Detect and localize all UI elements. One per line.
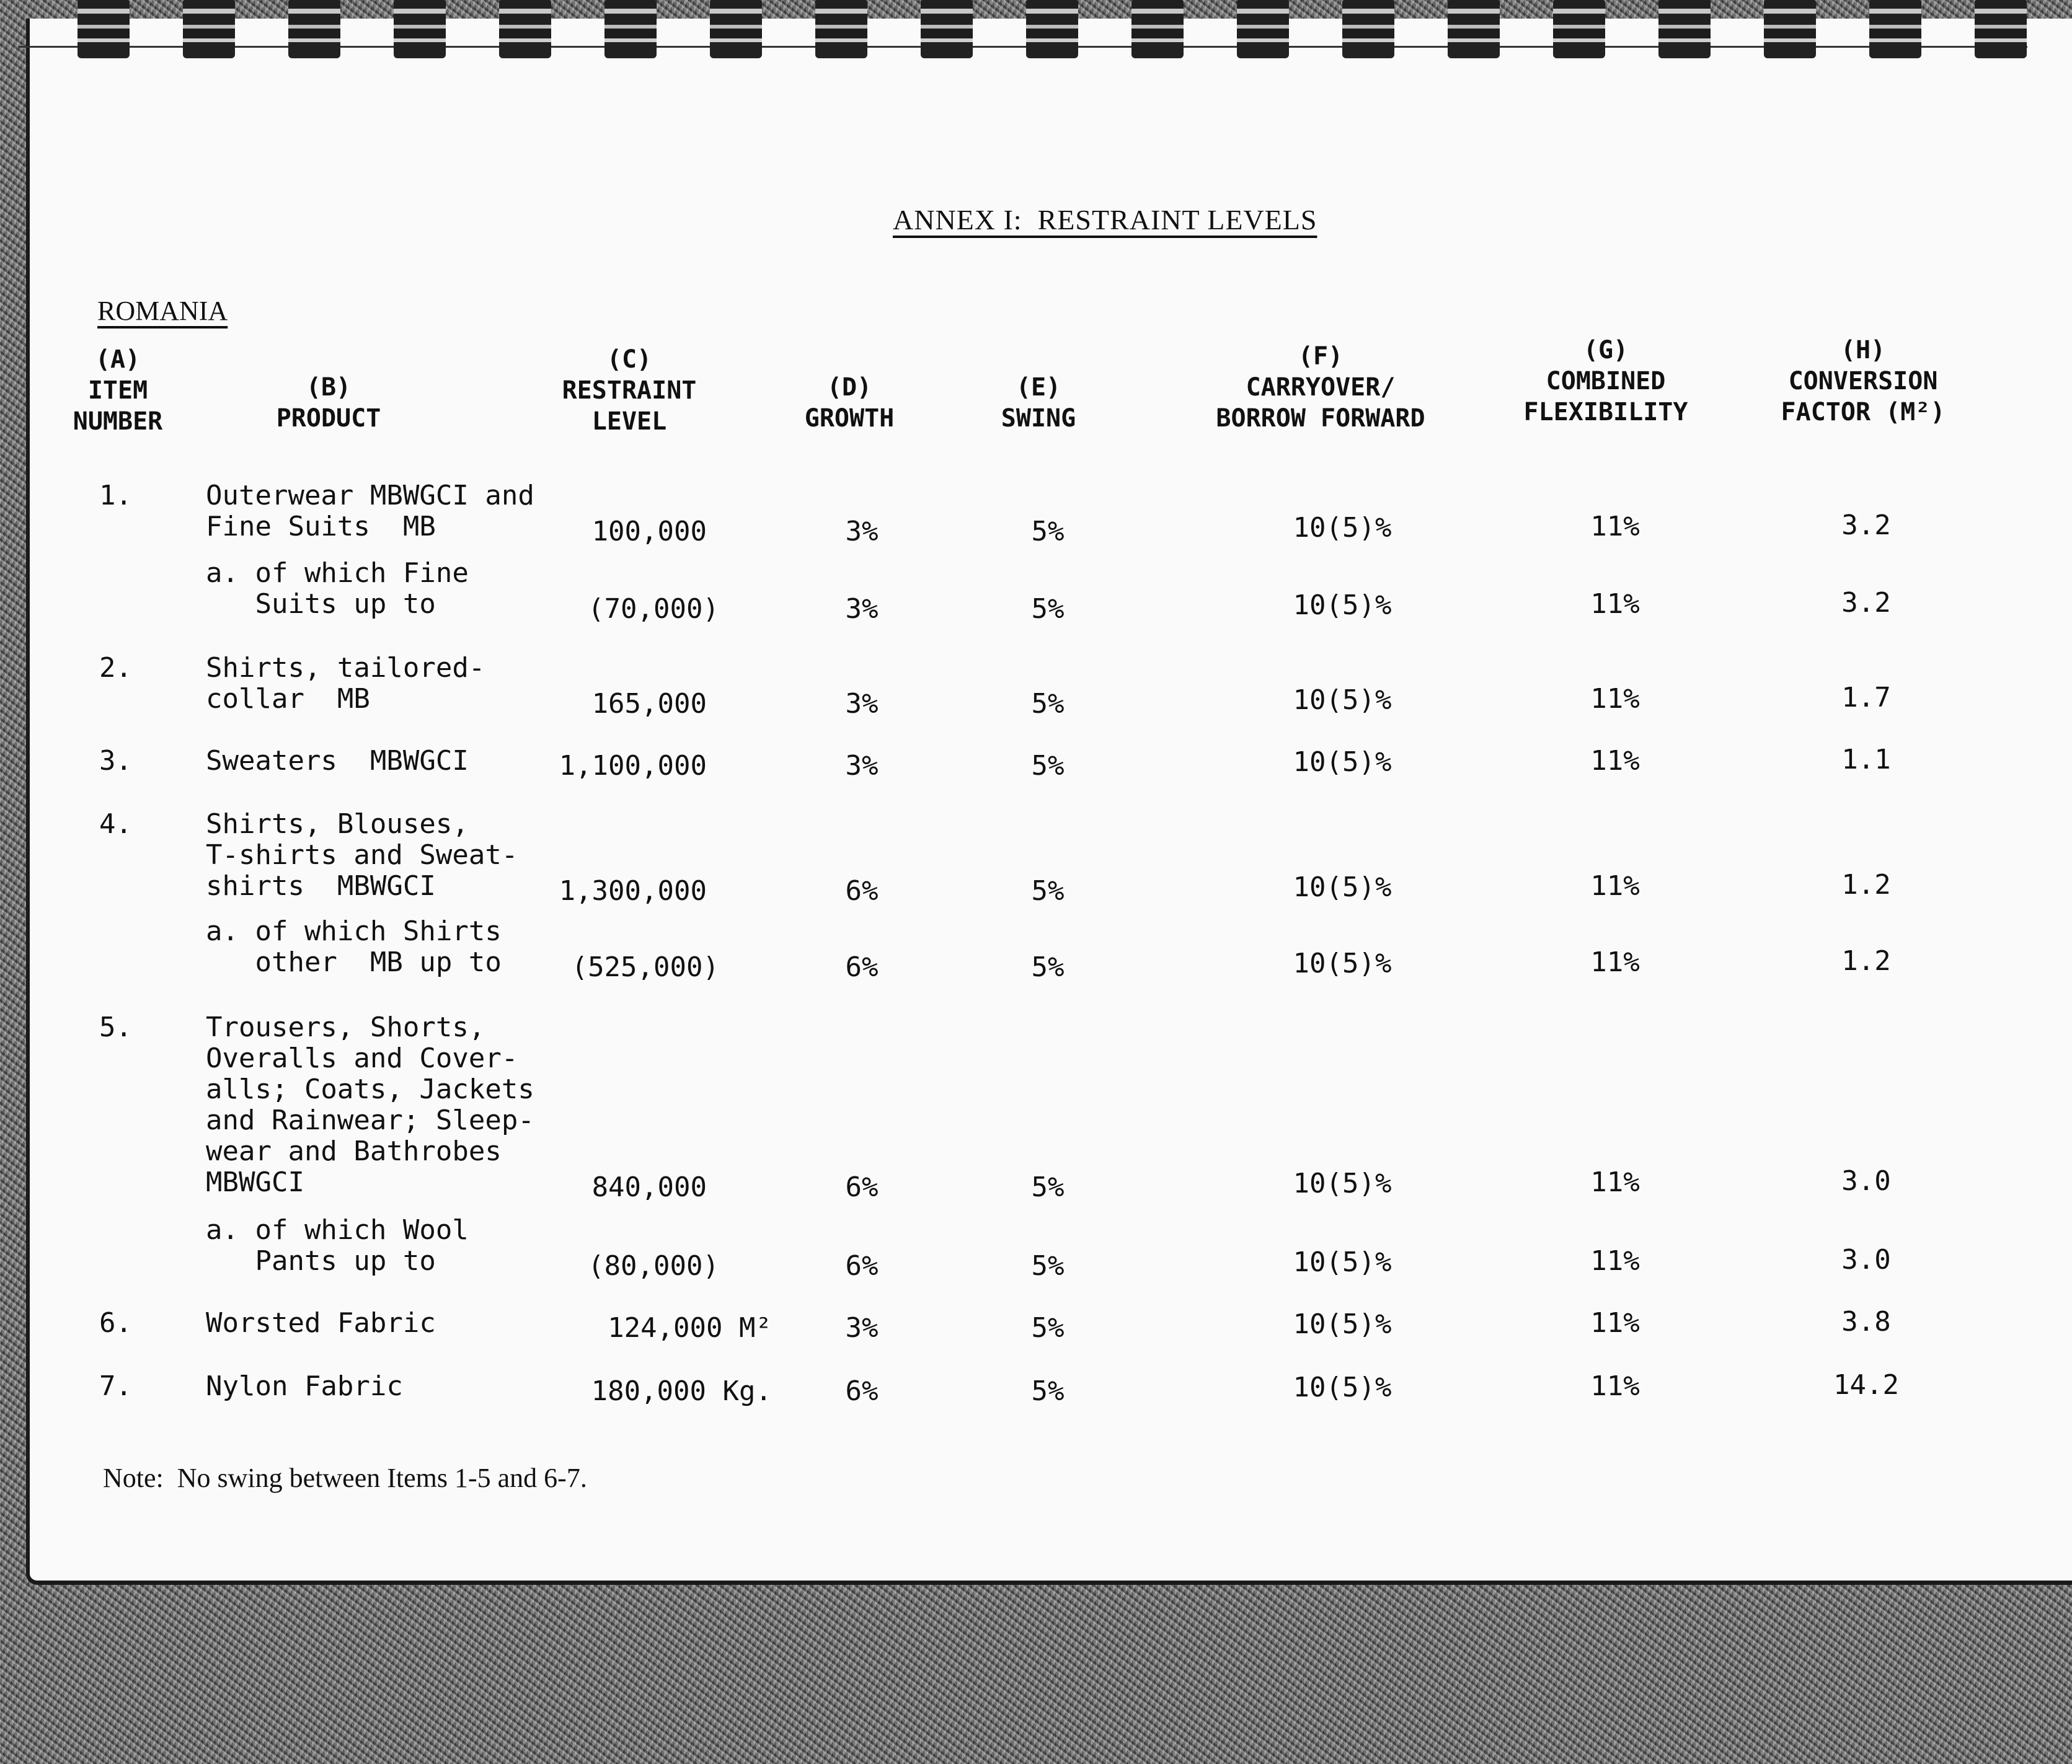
column-header [883, 372, 1193, 434]
column-header [1708, 335, 2018, 428]
swing-value: 5% [1031, 1171, 1065, 1203]
flexibility-value: 11% [1590, 511, 1640, 542]
product-line: Worsted Fabric [206, 1307, 436, 1339]
column-header-line: ITEM [87, 376, 148, 405]
conversion-factor: 1.1 [1841, 744, 1891, 775]
growth-value: 3% [845, 593, 879, 625]
column-header-line: CONVERSION [1788, 367, 1938, 395]
conversion-factor: 3.2 [1841, 509, 1891, 541]
binding-ring [1342, 0, 1394, 58]
item-number: 1. [99, 480, 132, 511]
restraint-level: (525,000) [571, 951, 719, 983]
column-header-line: NUMBER [73, 407, 163, 436]
restraint-level: 1,300,000 [559, 875, 707, 907]
binding-ring [1553, 0, 1605, 58]
column-header-line: BORROW FORWARD [1216, 404, 1425, 433]
carryover-value: 10(5)% [1293, 1372, 1392, 1403]
binding-ring [604, 0, 657, 58]
growth-value: 3% [845, 516, 879, 547]
flexibility-value: 11% [1590, 870, 1640, 902]
column-header [174, 372, 484, 434]
spiral-binding [0, 0, 2072, 62]
growth-value: 3% [845, 1312, 879, 1344]
column-header-line: RESTRAINT [562, 376, 697, 405]
growth-value: 6% [845, 951, 879, 983]
product-line: a. of which Shirts [206, 915, 502, 947]
column-header-line: SWING [1001, 404, 1076, 433]
swing-value: 5% [1031, 1250, 1065, 1282]
carryover-value: 10(5)% [1293, 512, 1392, 544]
swing-value: 5% [1031, 516, 1065, 547]
flexibility-value: 11% [1590, 588, 1640, 620]
conversion-factor: 3.0 [1841, 1244, 1891, 1276]
restraint-level: 100,000 [591, 516, 707, 547]
column-letter: (E) [1016, 373, 1061, 402]
flexibility-value: 11% [1590, 683, 1640, 715]
binding-ring [1237, 0, 1289, 58]
column-letter: (C) [606, 345, 652, 374]
flexibility-value: 11% [1590, 745, 1640, 777]
growth-value: 6% [845, 1250, 879, 1282]
binding-ring [710, 0, 762, 58]
swing-value: 5% [1031, 593, 1065, 625]
swing-value: 5% [1031, 1312, 1065, 1344]
flexibility-value: 11% [1590, 1307, 1640, 1339]
swing-value: 5% [1031, 875, 1065, 907]
binding-ring [77, 0, 130, 58]
document-page [26, 19, 2072, 1585]
country-heading: ROMANIA [97, 296, 228, 326]
column-letter: (H) [1840, 336, 1886, 364]
swing-value: 5% [1031, 750, 1065, 782]
carryover-value: 10(5)% [1293, 1308, 1392, 1340]
binding-ring [1658, 0, 1711, 58]
growth-value: 3% [845, 688, 879, 720]
column-letter: (A) [95, 345, 141, 374]
conversion-factor: 3.0 [1841, 1165, 1891, 1197]
product-line: Trousers, Shorts, [206, 1012, 485, 1043]
flexibility-value: 11% [1590, 1166, 1640, 1198]
carryover-value: 10(5)% [1293, 589, 1392, 621]
carryover-value: 10(5)% [1293, 1168, 1392, 1199]
growth-value: 3% [845, 750, 879, 782]
restraint-level: 840,000 [591, 1171, 707, 1203]
column-letter: (G) [1583, 336, 1629, 364]
conversion-factor: 1.2 [1841, 945, 1891, 977]
column-header-line: PRODUCT [276, 404, 381, 433]
restraint-level: (70,000) [588, 593, 719, 625]
binding-ring [1026, 0, 1078, 58]
item-number: 5. [99, 1012, 132, 1043]
conversion-factor: 14.2 [1833, 1369, 1899, 1401]
product-line: Shirts, tailored- [206, 652, 485, 684]
carryover-value: 10(5)% [1293, 948, 1392, 979]
product-line: Pants up to [206, 1245, 436, 1277]
carryover-value: 10(5)% [1293, 1246, 1392, 1278]
flexibility-value: 11% [1590, 1245, 1640, 1277]
swing-value: 5% [1031, 1375, 1065, 1407]
product-line: Shirts, Blouses, [206, 808, 469, 840]
product-line: Fine Suits MB [206, 511, 436, 542]
binding-ring [183, 0, 235, 58]
column-header-line: FLEXIBILITY [1523, 398, 1688, 426]
product-line: shirts MBWGCI [206, 870, 436, 902]
binding-ring [288, 0, 340, 58]
product-line: and Rainwear; Sleep- [206, 1105, 534, 1136]
binding-ring [815, 0, 867, 58]
product-line: a. of which Fine [206, 557, 469, 589]
growth-value: 6% [845, 1375, 879, 1407]
column-header-line: GROWTH [804, 404, 895, 433]
footnote: Note: No swing between Items 1-5 and 6-7. [103, 1463, 587, 1493]
item-number: 2. [99, 652, 132, 684]
conversion-factor: 1.7 [1841, 682, 1891, 713]
product-line: other MB up to [206, 946, 502, 978]
binding-ring [1975, 0, 2027, 58]
restraint-level: 1,100,000 [559, 750, 707, 782]
product-line: Outerwear MBWGCI and [206, 480, 534, 511]
binding-ring [1764, 0, 1816, 58]
item-number: 3. [99, 745, 132, 777]
item-number: 6. [99, 1307, 132, 1339]
column-header-line: FACTOR (M²) [1781, 398, 1946, 426]
restraint-level: (80,000) [588, 1250, 719, 1282]
item-number: 7. [99, 1370, 132, 1402]
column-header [1166, 341, 1476, 434]
swing-value: 5% [1031, 688, 1065, 720]
column-header-line: CARRYOVER/ [1246, 373, 1396, 402]
column-letter: (F) [1298, 342, 1344, 371]
conversion-factor: 1.2 [1841, 869, 1891, 901]
product-line: collar MB [206, 683, 370, 715]
swing-value: 5% [1031, 951, 1065, 983]
conversion-factor: 3.2 [1841, 587, 1891, 619]
binding-ring [394, 0, 446, 58]
product-line: T-shirts and Sweat- [206, 839, 518, 871]
binding-ring [1448, 0, 1500, 58]
conversion-factor: 3.8 [1841, 1306, 1891, 1338]
binding-ring [1869, 0, 1921, 58]
binding-ring [1131, 0, 1184, 58]
item-number: 4. [99, 808, 132, 840]
carryover-value: 10(5)% [1293, 871, 1392, 903]
product-line: Nylon Fabric [206, 1370, 403, 1402]
binding-ring [921, 0, 973, 58]
product-line: a. of which Wool [206, 1214, 469, 1246]
restraint-level: 180,000 Kg. [591, 1375, 772, 1407]
growth-value: 6% [845, 1171, 879, 1203]
product-line: alls; Coats, Jackets [206, 1074, 534, 1105]
carryover-value: 10(5)% [1293, 746, 1392, 778]
flexibility-value: 11% [1590, 946, 1640, 978]
column-letter: (B) [306, 373, 352, 402]
product-line: MBWGCI [206, 1166, 304, 1198]
product-line: Sweaters MBWGCI [206, 745, 469, 777]
flexibility-value: 11% [1590, 1370, 1640, 1402]
page-title: ANNEX I: RESTRAINT LEVELS [893, 204, 1317, 236]
product-line: Suits up to [206, 588, 436, 620]
column-header-line: COMBINED [1546, 367, 1666, 395]
product-line: Overalls and Cover- [206, 1043, 518, 1074]
restraint-level: 124,000 M² [608, 1312, 772, 1344]
restraint-level: 165,000 [591, 688, 707, 720]
column-letter: (D) [826, 373, 872, 402]
carryover-value: 10(5)% [1293, 684, 1392, 716]
binding-ring [499, 0, 551, 58]
product-line: wear and Bathrobes [206, 1136, 502, 1167]
column-header-line: LEVEL [591, 407, 667, 436]
growth-value: 6% [845, 875, 879, 907]
